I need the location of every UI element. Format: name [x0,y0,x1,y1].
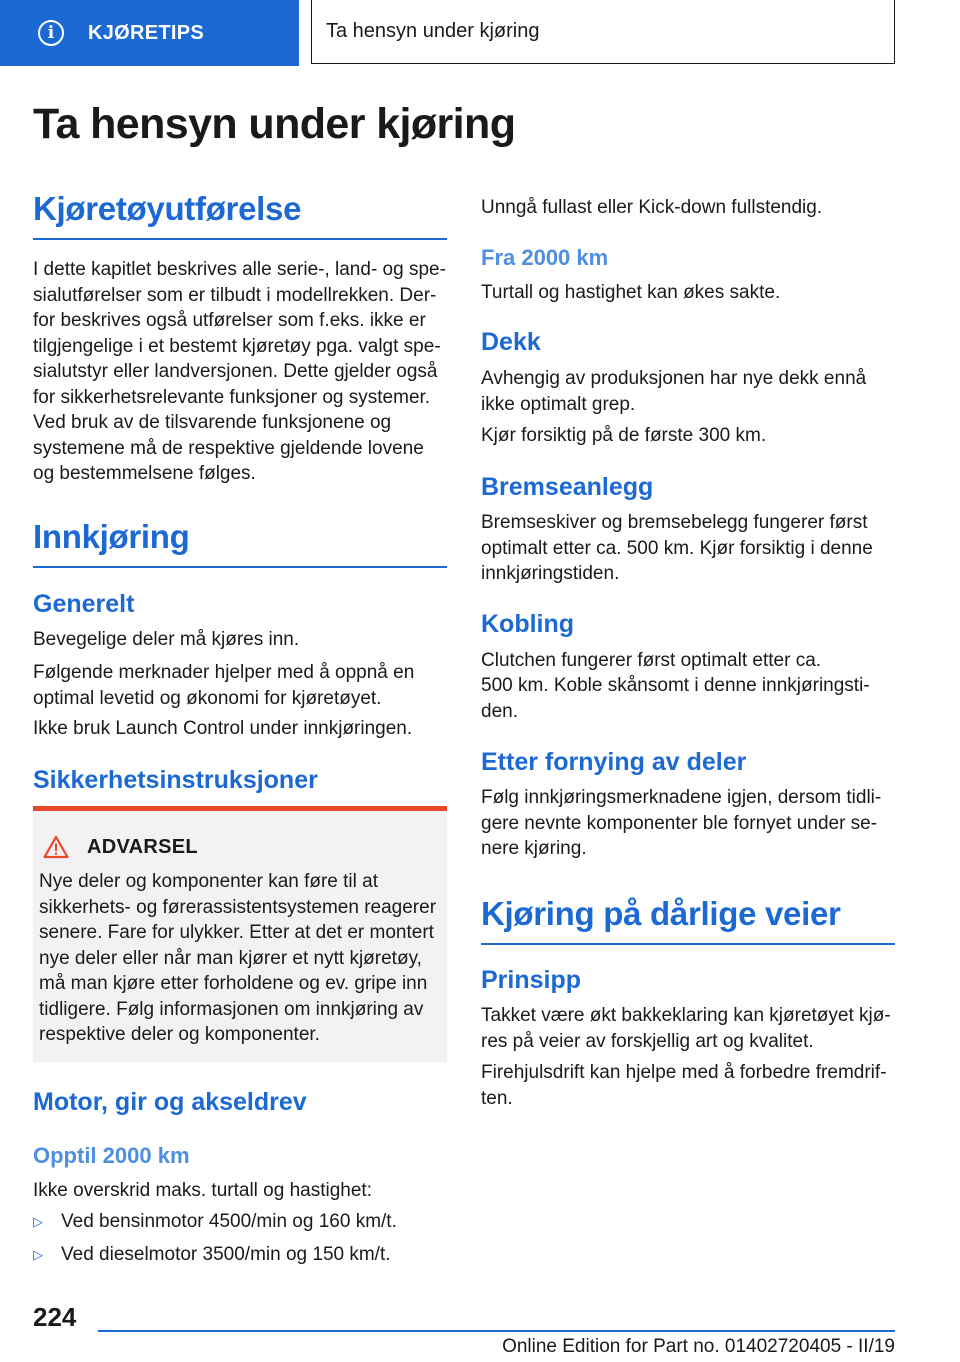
dekk-text-1: Avhengig av produksjonen har nye dekk ennå ikke optimalt grep. [481,368,867,415]
prinsipp-text-1: Takket være økt bakkeklaring kan kjøretøyet kjøres på veier av forskjellig art og kvalitet. [481,1005,891,1052]
heading-bremseanlegg: Bremseanlegg [481,473,654,501]
motor-continued-text: Unngå fullast eller Kick-down fullstendig. [481,197,823,218]
generelt-text-1: Bevegelige deler må kjøres inn. [33,629,300,650]
section-tab-kjoretips[interactable] [0,0,299,66]
kjoretoyutforelse-text: I dette kapitlet beskrives alle serie-, land- og spesialutførelser som er tilbudt i modellrekken. Derfor beskrives også utførelser som f.eks. ikke er tilgjengelige i et bestemt kjøretøy pga. valgt spesialutstyr eller landversjonen. Dette gjelder også for sikkerhetsrelevante funksjoner og systemer. Ved bruk av de tilsvarende funksjonene og systemene må de respektive gjeldende lovene og bestemmelsene følges. [33,259,446,484]
motor-intro-text: Ikke overskrid maks. turtall og hastighet: [33,1180,372,1201]
current-topic-label: Ta hensyn under kjøring [326,20,540,42]
heading-sikkerhetsinstruksjoner: Sikkerhetsinstruksjoner [33,766,318,794]
section-tab-label: KJØRETIPS [88,21,205,44]
fra-2000-km-text: Turtall og hastighet kan økes sakte. [481,282,781,303]
heading-fra-2000-km: Fra 2000 km [481,245,609,270]
footer-edition-text: Online Edition for Part no. 01402720405 - II/19 [502,1336,895,1357]
info-icon: i [38,20,64,46]
triangle-bullet-icon: ▷ [33,1214,43,1229]
bremseanlegg-text: Bremseskiver og bremsebelegg fungerer først optimalt etter ca. 500 km. Kjør forsiktig i denne innkjøringstiden. [481,512,873,584]
etter-fornying-text: Følg innkjøringsmerknadene igjen, dersom tidligere nevnte komponenter ble fornyet under senere kjøring. [481,787,882,859]
footer-divider [98,1330,895,1332]
generelt-text-3: Ikke bruk Launch Control under innkjøringen. [33,718,413,739]
heading-motor-gir-akseldrev: Motor, gir og akseldrev [33,1088,307,1116]
current-topic-tab[interactable] [311,0,895,64]
heading-opptil-2000-km: Opptil 2000 km [33,1143,190,1168]
page-header [0,0,960,66]
heading-innkjoring: Innkjøring [33,518,447,568]
generelt-text-2: Følgende merknader hjelper med å oppnå en optimal levetid og økonomi for kjøretøyet. [33,662,415,709]
page-title: Ta hensyn under kjøring [33,100,516,148]
warning-triangle-icon [43,835,69,859]
warning-title: ADVARSEL [87,835,198,858]
list-item [33,1209,447,1235]
heading-prinsipp: Prinsipp [481,966,582,994]
heading-etter-fornying-av-deler: Etter fornying av deler [481,748,747,776]
warning-header [43,835,198,859]
heading-dekk: Dekk [481,328,541,356]
list-item-text: Ved bensinmotor 4500/min og 160 km/t. [61,1211,397,1232]
page-number: 224 [33,1302,77,1332]
heading-kobling: Kobling [481,610,575,638]
triangle-bullet-icon: ▷ [33,1247,43,1262]
warning-box [33,806,447,1062]
list-item [33,1242,447,1268]
heading-generelt: Generelt [33,590,135,618]
kobling-text-line-1: Clutchen fungerer først optimalt etter ca. [481,650,822,671]
prinsipp-text-2: Firehjulsdrift kan hjelpe med å forbedre fremdriften. [481,1062,887,1109]
heading-kjoring-pa-darlige-veier: Kjøring på dårlige veier [481,895,895,945]
list-item-text: Ved dieselmotor 3500/min og 150 km/t. [61,1244,391,1265]
dekk-text-2: Kjør forsiktig på de første 300 km. [481,425,767,446]
warning-text: Nye deler og komponenter kan føre til at sikkerhets- og førerassistentsystemen reagerer senere. Fare for ulykker. Etter at det er montert nye deler eller når man kjører et nytt kjøretøy, må man kjøre etter forholdene og ev. gripe inn tidligere. Følg informasjonen om innkjøring av respektive deler og komponenter. [39,871,437,1045]
heading-kjoretoyutforelse: Kjøretøyutførelse [33,190,447,240]
kobling-text-line-2: 500 km. Koble skånsomt i denne innkjøringstiden. [481,675,870,722]
